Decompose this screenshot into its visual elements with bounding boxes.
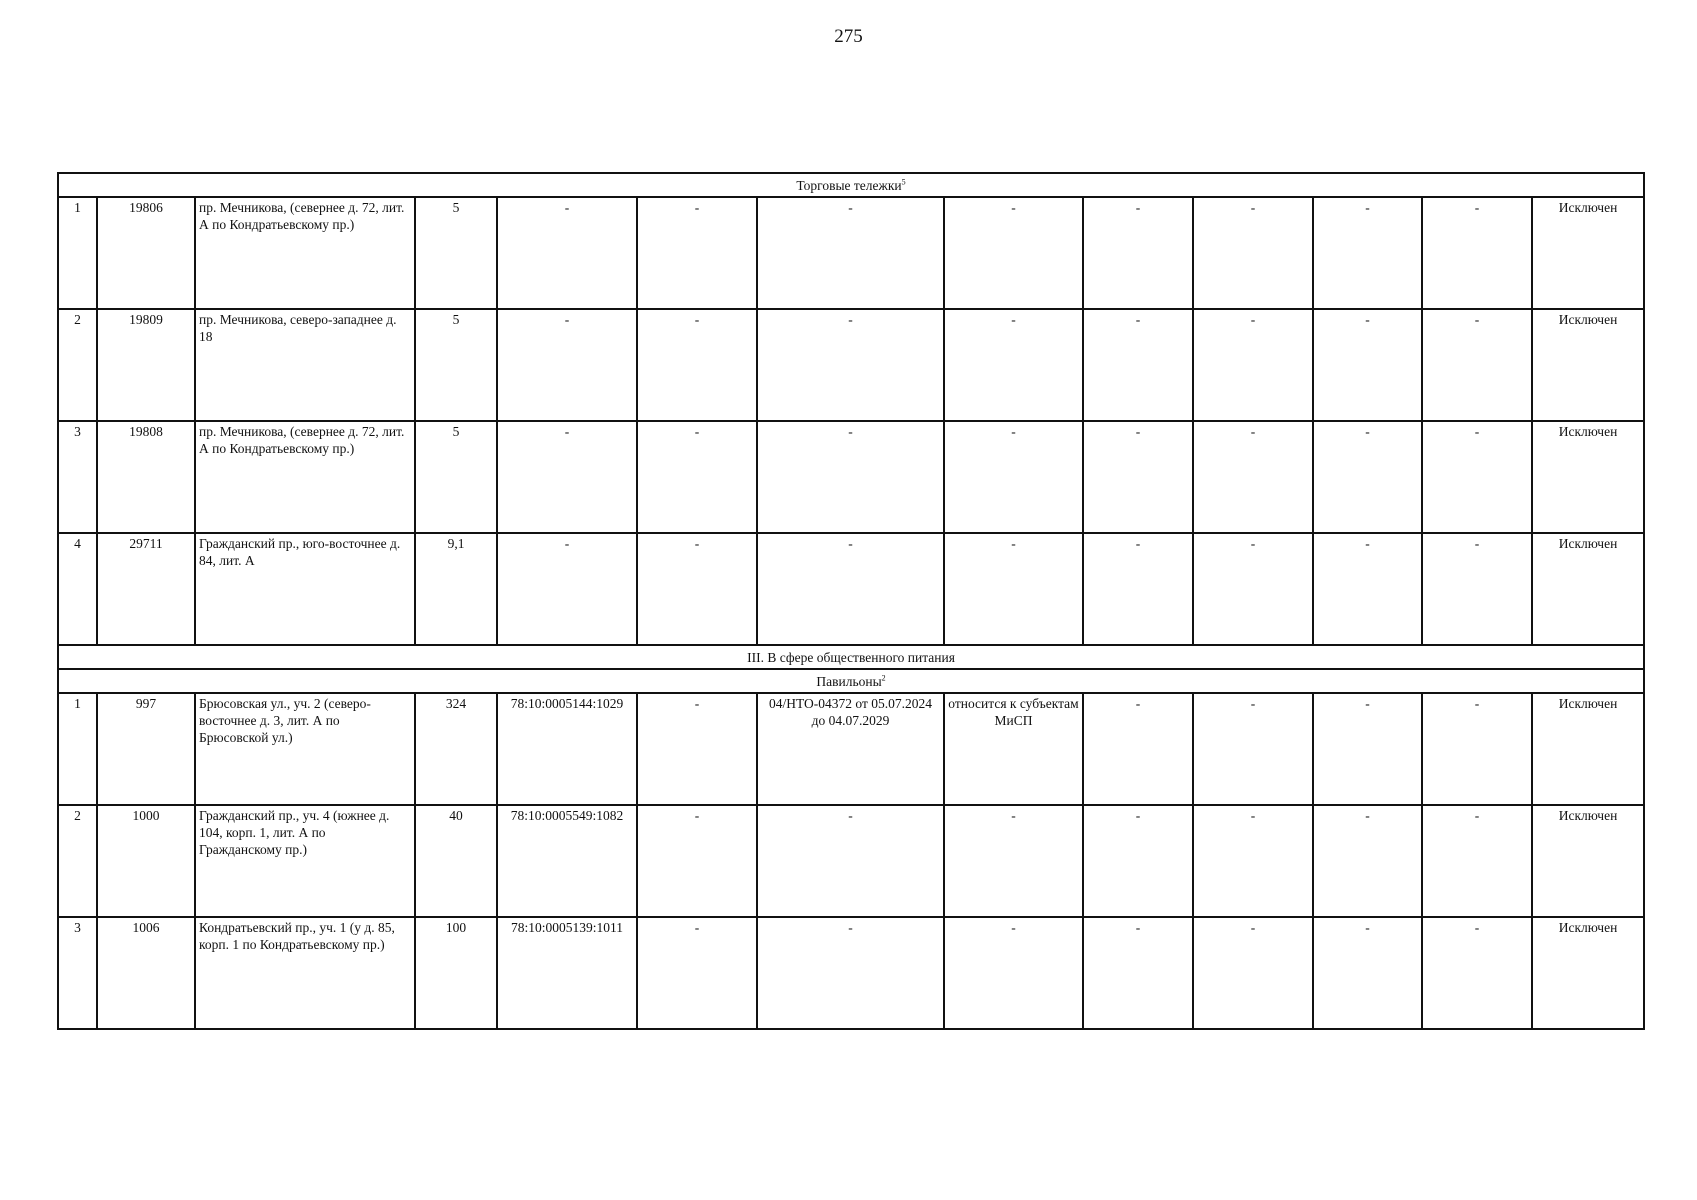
data-cell: - (1083, 917, 1193, 1029)
contract-cell: - (757, 421, 944, 533)
status-cell: Исключен (1532, 533, 1644, 645)
object-id-cell: 19806 (97, 197, 195, 309)
data-cell: - (1422, 421, 1532, 533)
data-cell: - (1422, 533, 1532, 645)
smsp-cell: - (944, 309, 1083, 421)
row-number-cell: 2 (58, 805, 97, 917)
smsp-cell: - (944, 805, 1083, 917)
object-id-cell: 1006 (97, 917, 195, 1029)
area-cell: 5 (415, 309, 497, 421)
data-cell: - (1193, 533, 1313, 645)
row-number-cell: 1 (58, 693, 97, 805)
area-cell: 9,1 (415, 533, 497, 645)
data-cell: - (1313, 805, 1422, 917)
section-header-pavilions (58, 669, 1644, 693)
data-cell: - (1193, 197, 1313, 309)
status-cell: Исключен (1532, 917, 1644, 1029)
data-cell: - (637, 805, 757, 917)
section-header-catering (58, 645, 1644, 669)
data-cell: - (1083, 805, 1193, 917)
data-cell: - (1313, 693, 1422, 805)
table-row (58, 917, 1644, 1029)
data-cell: - (1083, 693, 1193, 805)
cadastral-number-cell: - (497, 533, 637, 645)
data-cell: - (1083, 309, 1193, 421)
data-cell: - (1193, 309, 1313, 421)
status-cell: Исключен (1532, 309, 1644, 421)
data-cell: - (1422, 693, 1532, 805)
contract-cell: - (757, 805, 944, 917)
table-row (58, 197, 1644, 309)
area-cell: 100 (415, 917, 497, 1029)
data-cell: - (1422, 917, 1532, 1029)
data-cell: - (1193, 421, 1313, 533)
section-title-catering: III. В сфере общественного питания (58, 645, 1644, 669)
table-row (58, 805, 1644, 917)
cadastral-number-cell: - (497, 421, 637, 533)
data-cell: - (637, 309, 757, 421)
row-number-cell: 2 (58, 309, 97, 421)
footnote-mark: 5 (901, 177, 906, 186)
row-number-cell: 3 (58, 421, 97, 533)
data-cell: - (1313, 533, 1422, 645)
data-cell: - (637, 917, 757, 1029)
contract-cell: - (757, 917, 944, 1029)
smsp-cell: - (944, 197, 1083, 309)
smsp-cell: - (944, 533, 1083, 645)
data-cell: - (1083, 197, 1193, 309)
smsp-cell: - (944, 917, 1083, 1029)
data-cell: - (1083, 421, 1193, 533)
address-cell: Гражданский пр., юго-восточнее д. 84, лит. А (195, 533, 415, 645)
address-cell: пр. Мечникова, (севернее д. 72, лит. А по Кондратьевскому пр.) (195, 197, 415, 309)
area-cell: 324 (415, 693, 497, 805)
status-cell: Исключен (1532, 693, 1644, 805)
contract-cell: - (757, 309, 944, 421)
object-id-cell: 19808 (97, 421, 195, 533)
data-cell: - (1193, 917, 1313, 1029)
cadastral-number-cell: 78:10:0005549:1082 (497, 805, 637, 917)
data-cell: - (1422, 805, 1532, 917)
object-id-cell: 29711 (97, 533, 195, 645)
cadastral-number-cell: 78:10:0005139:1011 (497, 917, 637, 1029)
status-cell: Исключен (1532, 421, 1644, 533)
carts-rows (58, 197, 1644, 645)
contract-cell: 04/НТО-04372 от 05.07.2024 до 04.07.2029 (757, 693, 944, 805)
area-cell: 40 (415, 805, 497, 917)
data-cell: - (1313, 421, 1422, 533)
row-number-cell: 3 (58, 917, 97, 1029)
address-cell: Гражданский пр., уч. 4 (южнее д. 104, корп. 1, лит. А по Гражданскому пр.) (195, 805, 415, 917)
objects-table (57, 172, 1645, 1030)
data-cell: - (637, 197, 757, 309)
area-cell: 5 (415, 197, 497, 309)
data-cell: - (1313, 917, 1422, 1029)
row-number-cell: 4 (58, 533, 97, 645)
data-cell: - (1422, 197, 1532, 309)
address-cell: пр. Мечникова, (севернее д. 72, лит. А по Кондратьевскому пр.) (195, 421, 415, 533)
footnote-mark: 2 (881, 673, 886, 682)
area-cell: 5 (415, 421, 497, 533)
section-header-carts (58, 173, 1644, 197)
address-cell: Кондратьевский пр., уч. 1 (у д. 85, корп. 1 по Кондратьевскому пр.) (195, 917, 415, 1029)
address-cell: Брюсовская ул., уч. 2 (северо-восточнее д. 3, лит. А по Брюсовской ул.) (195, 693, 415, 805)
data-cell: - (1193, 693, 1313, 805)
object-id-cell: 1000 (97, 805, 195, 917)
table-row (58, 533, 1644, 645)
status-cell: Исключен (1532, 197, 1644, 309)
page-number: 275 (834, 26, 863, 47)
cadastral-number-cell: - (497, 197, 637, 309)
cadastral-number-cell: - (497, 309, 637, 421)
data-cell: - (637, 533, 757, 645)
object-id-cell: 997 (97, 693, 195, 805)
pavilions-rows (58, 693, 1644, 1029)
data-cell: - (1422, 309, 1532, 421)
section-title-carts: Торговые тележки$^5$ (58, 173, 1644, 197)
cadastral-number-cell: 78:10:0005144:1029 (497, 693, 637, 805)
data-cell: - (637, 693, 757, 805)
smsp-cell: - (944, 421, 1083, 533)
status-cell: Исключен (1532, 805, 1644, 917)
row-number-cell: 1 (58, 197, 97, 309)
object-id-cell: 19809 (97, 309, 195, 421)
section-title-pavilions: Павильоны$^2$ (58, 669, 1644, 693)
contract-cell: - (757, 533, 944, 645)
data-cell: - (1313, 309, 1422, 421)
table-row (58, 421, 1644, 533)
data-cell: - (1313, 197, 1422, 309)
contract-cell: - (757, 197, 944, 309)
smsp-cell: относится к субъектам МиСП (944, 693, 1083, 805)
address-cell: пр. Мечникова, северо-западнее д. 18 (195, 309, 415, 421)
data-cell: - (1193, 805, 1313, 917)
table-row (58, 693, 1644, 805)
data-cell: - (1083, 533, 1193, 645)
data-cell: - (637, 421, 757, 533)
table-row (58, 309, 1644, 421)
